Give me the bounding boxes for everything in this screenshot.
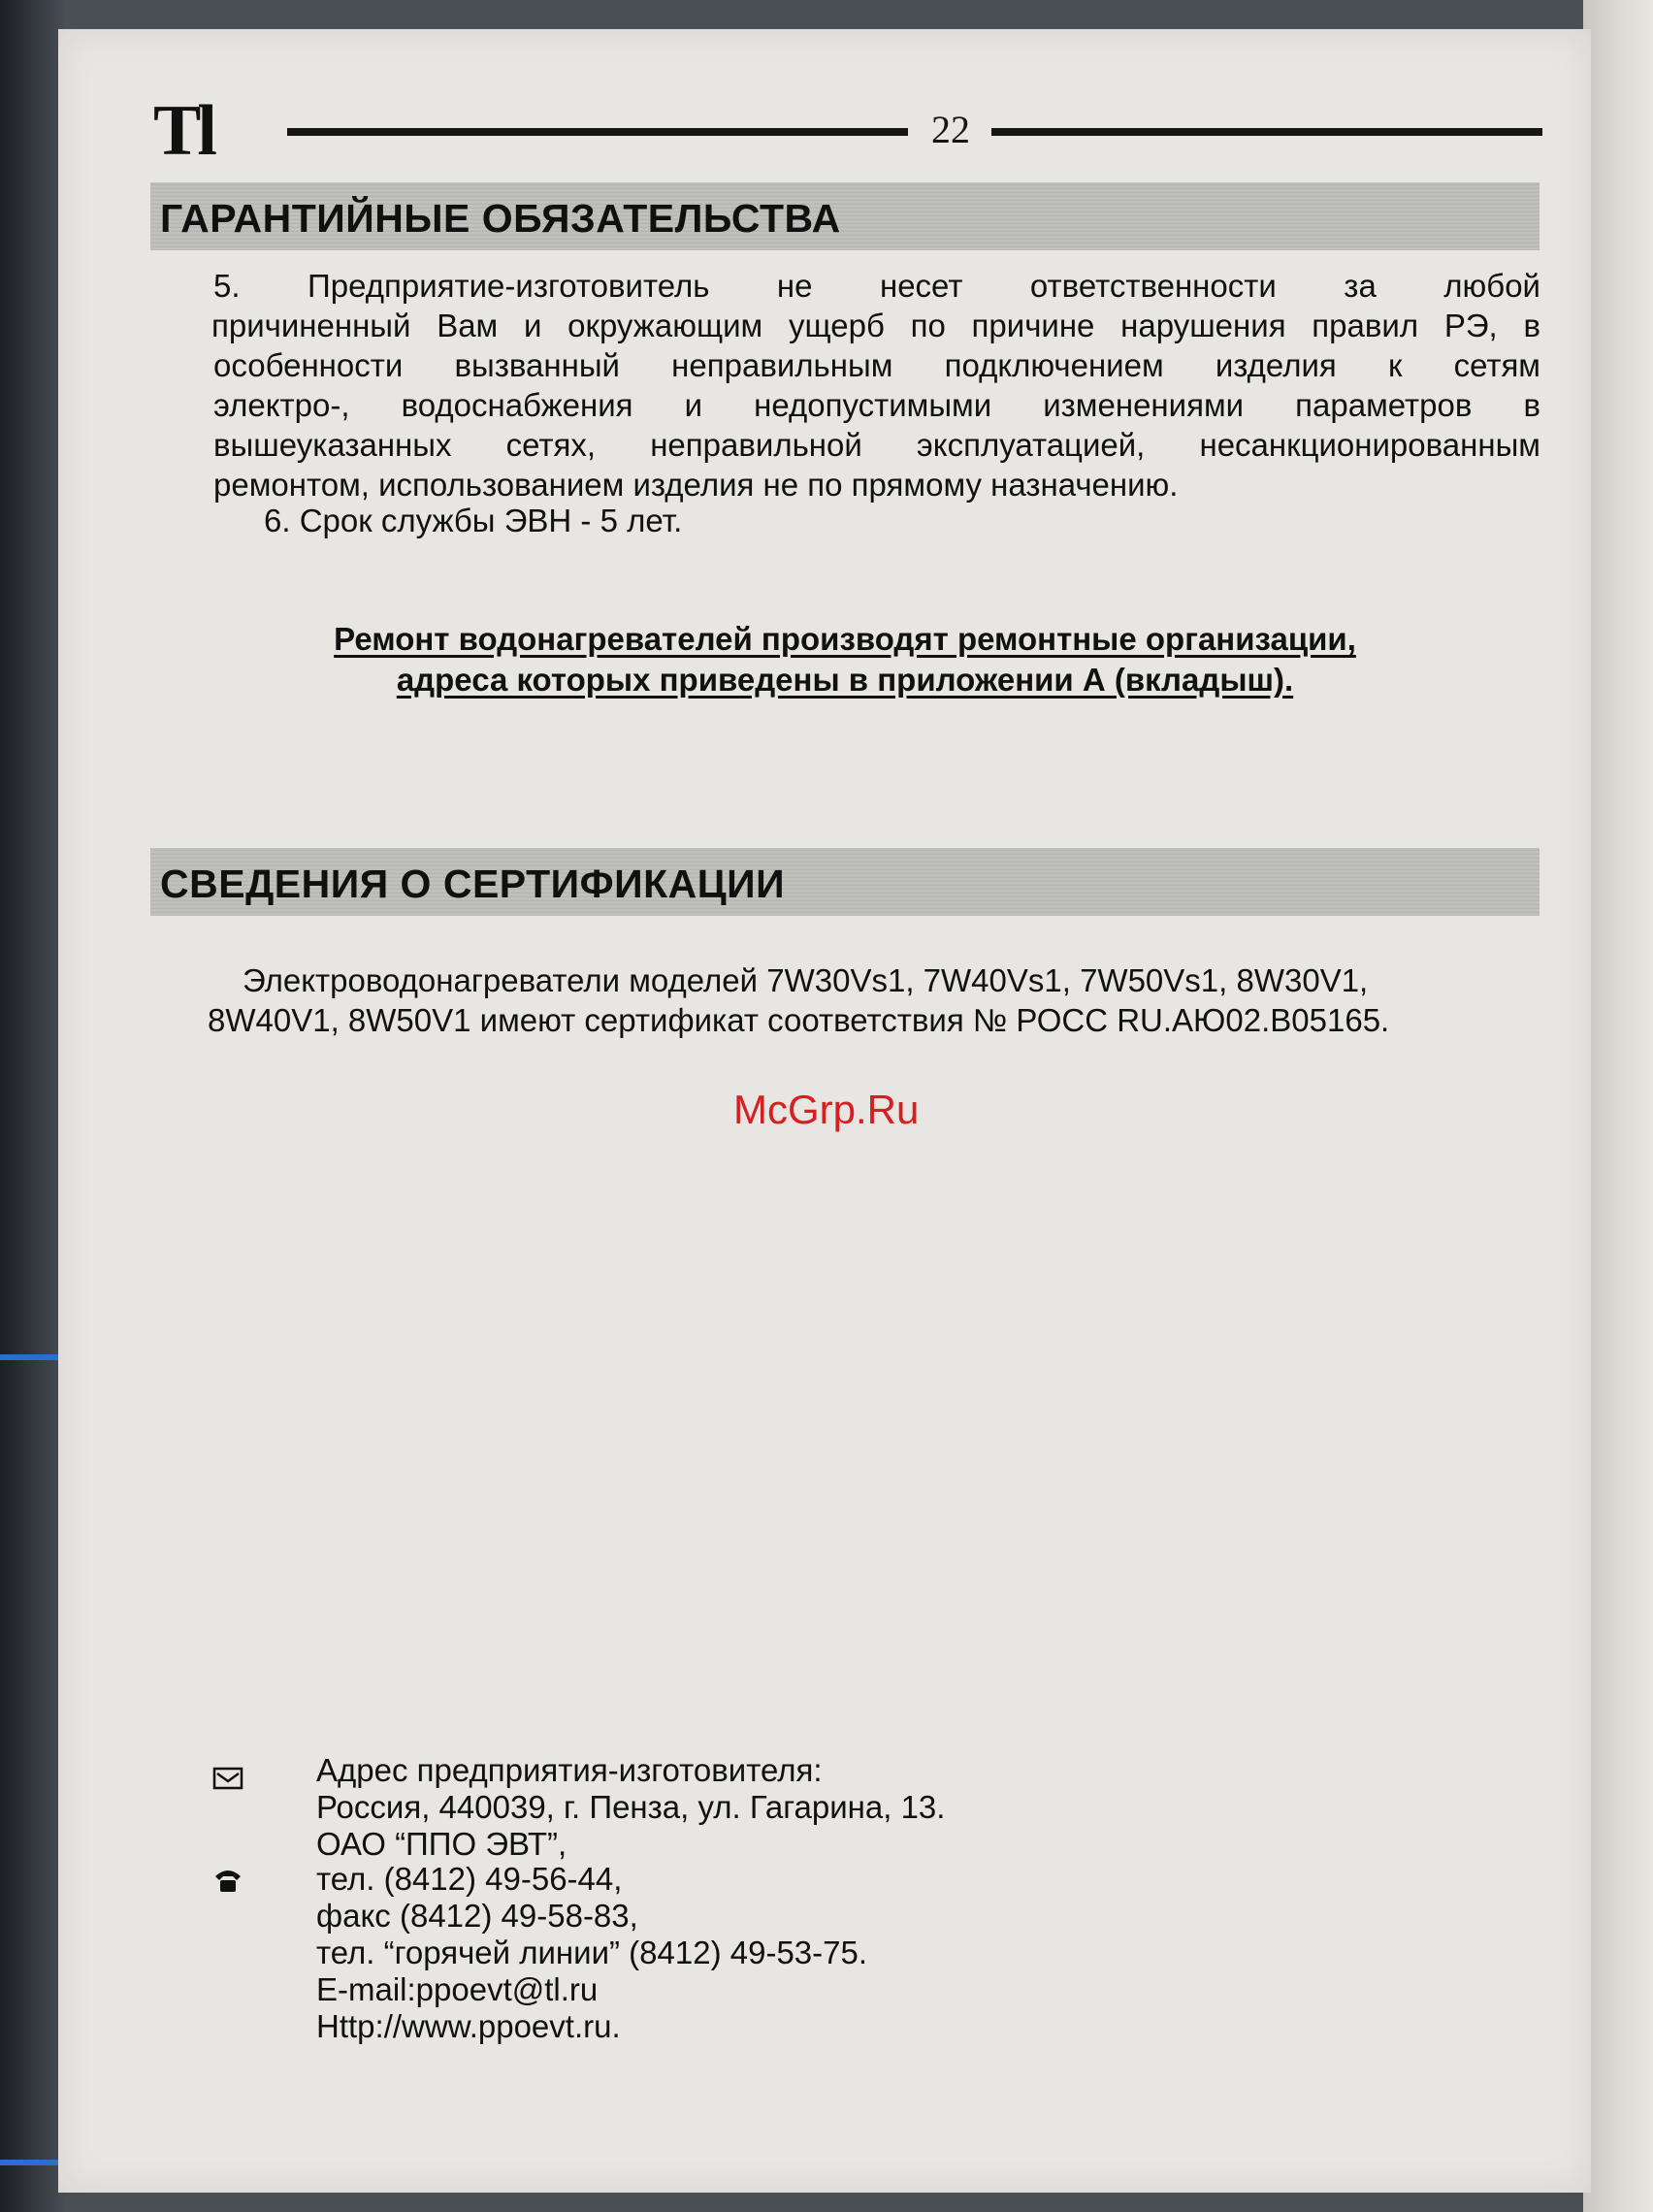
phone-icon bbox=[211, 1863, 244, 1896]
address-hotline: тел. “горячей линии” (8412) 49-53-75. bbox=[316, 1935, 868, 1970]
warranty-item-5-body bbox=[213, 425, 1540, 465]
certification-line-1 bbox=[243, 960, 1523, 1000]
page-header bbox=[153, 91, 1542, 171]
address-envelope-icon bbox=[211, 1762, 244, 1795]
facing-page-edge bbox=[1583, 0, 1653, 2212]
warranty-item-5-body bbox=[213, 465, 1540, 504]
header-rule-right bbox=[991, 128, 1542, 136]
warranty-item-5-first-line bbox=[213, 266, 1540, 306]
warranty-item-5-line: вышеуказанных сетях, неправильной эксплуатацией, несанкционированным bbox=[213, 427, 1540, 463]
warranty-item-5-body bbox=[213, 306, 1540, 345]
warranty-item-5-line: особенности вызванный неправильным подключением изделия к сетям bbox=[213, 347, 1540, 383]
warranty-item-5-line: ремонтом, использованием изделия не по прямому назначению. bbox=[213, 467, 1179, 503]
certification-section-bar bbox=[150, 848, 1540, 916]
certification-line-2 bbox=[208, 1000, 1546, 1040]
warranty-title: ГАРАНТИЙНЫЕ ОБЯЗАТЕЛЬСТВА bbox=[160, 196, 841, 241]
warranty-section-bar bbox=[150, 182, 1540, 250]
brand-logo: Tl bbox=[153, 91, 213, 171]
header-rule-left bbox=[287, 128, 908, 136]
address-website: Http://www.ppoevt.ru. bbox=[316, 2008, 621, 2044]
address-company: ОАО “ППО ЭВТ”, bbox=[316, 1826, 567, 1862]
address-email: E-mail:ppoevt@tl.ru bbox=[316, 1971, 599, 2007]
watermark: McGrp.Ru bbox=[733, 1087, 920, 1132]
warranty-item-5-body bbox=[213, 345, 1540, 385]
address-fax: факс (8412) 49-58-83, bbox=[316, 1898, 638, 1934]
warranty-item-5-body bbox=[213, 385, 1540, 425]
address-phone: тел. (8412) 49-56-44, bbox=[316, 1861, 623, 1897]
warranty-item-5-line: электро-, водоснабжения и недопустимыми изменениями параметров в bbox=[213, 387, 1540, 423]
certification-models-text: Электроводонагреватели моделей 7W30Vs1, 7W40Vs1, 7W50Vs1, 8W30V1, bbox=[243, 962, 1369, 998]
service-life-text: 6. Срок службы ЭВН - 5 лет. bbox=[264, 503, 683, 538]
address-label: Адрес предприятия-изготовителя: bbox=[316, 1752, 823, 1788]
repair-notice-line-1: Ремонт водонагревателей производят ремонтные организации, bbox=[334, 621, 1356, 657]
repair-notice-line-2: адреса которых приведены в приложении А (вкладыш). bbox=[396, 662, 1294, 698]
page-number: 22 bbox=[931, 108, 970, 151]
address-street: Россия, 440039, г. Пенза, ул. Гагарина, 13. bbox=[316, 1789, 946, 1825]
warranty-item-5-line: 5. Предприятие-изготовитель не несет ответственности за любой bbox=[213, 268, 1540, 304]
certification-title: СВЕДЕНИЯ О СЕРТИФИКАЦИИ bbox=[160, 862, 786, 906]
warranty-item-5-line: причиненный Вам и окружающим ущерб по причине нарушения правил РЭ, в bbox=[211, 308, 1540, 343]
certificate-number-text: 8W40V1, 8W50V1 имеют сертификат соответствия № РОСС RU.АЮ02.В05165. bbox=[208, 1002, 1390, 1038]
warranty-item-6 bbox=[264, 501, 1525, 540]
